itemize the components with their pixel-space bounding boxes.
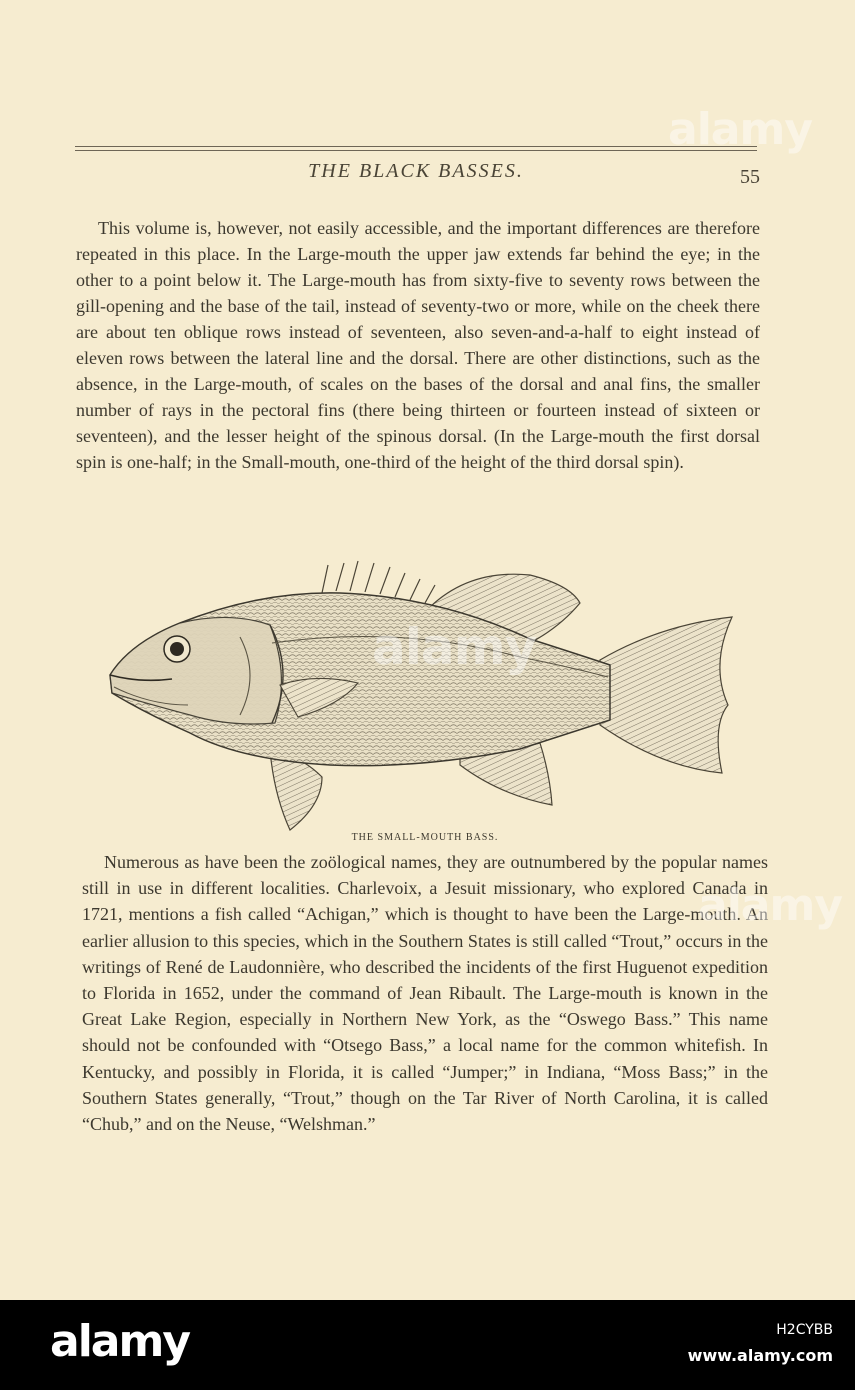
site-url: www.alamy.com [687,1346,833,1365]
watermark-top-right: alamy [668,104,812,155]
stock-footer [0,1300,855,1390]
watermark-right: alamy [698,880,842,931]
paragraph-1: This volume is, however, not easily accessible, and the important differences are therefore repeated in this place. In the Large-mouth the upper jaw extends far behind the eye; in the other to a point below it. The Large-mouth has from sixty-five to seventy rows between the gill-opening and the base of the tail, instead of seventy-two or more, while on the cheek there are about ten oblique rows instead of seventeen, also seven-and-a-half to eight instead of eleven rows between the lateral line and the dorsal. There are other distinctions, such as the absence, in the Large-mouth, of scales on the bases of the dorsal and anal fins, the smaller number of rays in the pectoral fins (there being thirteen or fourteen instead of sixteen or seventeen), and the lesser height of the spinous dorsal. (In the Large-mouth the first dorsal spin is one-half; in the Small-mouth, one-third of the height of the third dorsal spin). [76,218,760,472]
small-mouth-bass-engraving-icon [100,555,740,840]
alamy-logo: alamy [50,1316,189,1367]
running-head: THE BLACK BASSES. [308,160,524,182]
header-rule-top [75,146,757,147]
page-number: 55 [740,166,760,188]
paragraph-2: Numerous as have been the zoölogical names, they are outnumbered by the popular names still in use in different localities. Charlevoix, a Jesuit missionary, who explored Canada in 1721, mentions a fish called “Achigan,” which is thought to have been the Large-mouth. An earlier allusion to this species, which in the Southern States is still called “Trout,” occurs in the writings of René de Laudonnière, who described the incidents of the first Huguenot expedition to Florida in 1652, under the command of Jean Ribault. The Large-mouth is known in the Great Lake Region, especially in Northern New York, as the “Oswego Bass.” This name should not be confounded with “Otsego Bass,” a local name for the common whitefish. In Kentucky, and possibly in Florida, it is called “Jumper;” in Indiana, “Moss Bass;” in the Southern States generally, “Trout,” though on the Tar River of North Carolina, it is called “Chub,” and on the Neuse, “Welshman.” [82,852,768,1135]
figure-caption: THE SMALL-MOUTH BASS. [351,832,499,843]
watermark-center: alamy [372,618,537,676]
image-id: H2CYBB [776,1322,833,1338]
header-rule-bottom [75,150,757,151]
